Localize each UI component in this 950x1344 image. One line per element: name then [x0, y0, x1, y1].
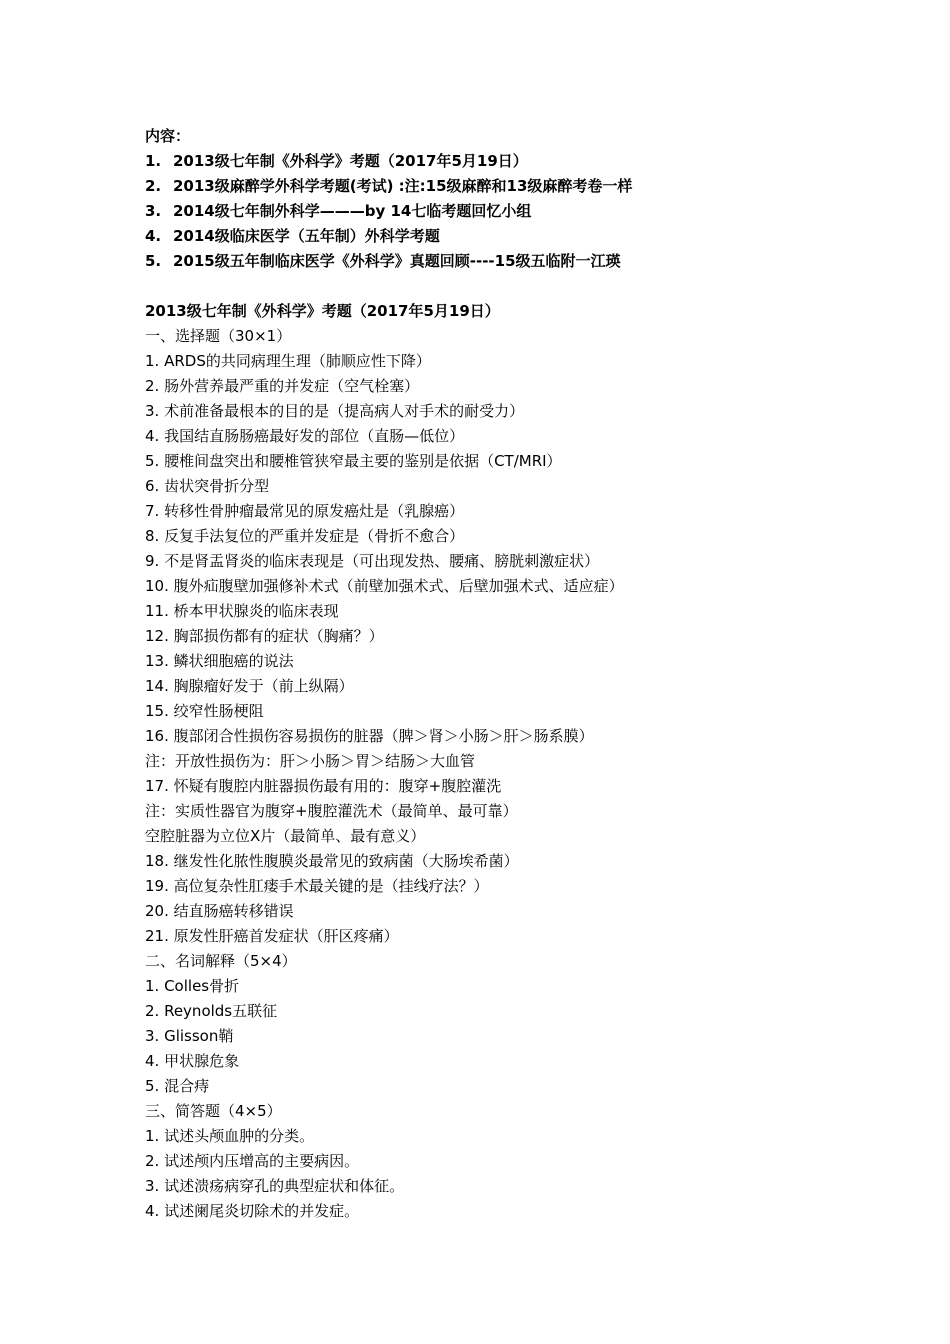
section-heading-short-answer: 三、简答题（4×5） — [145, 1102, 282, 1120]
question-line: 空腔脏器为立位X片（最简单、最有意义） — [145, 827, 426, 845]
short-answer-question-list — [145, 1124, 845, 1224]
toc-item — [145, 174, 845, 199]
toc-item-text: 2013级麻醉学外科学考题(考试) :注:15级麻醉和13级麻醉考卷一样 — [173, 177, 633, 195]
question-line: 4. 我国结直肠肠癌最好发的部位（直肠—低位） — [145, 427, 465, 445]
question-line: 注：开放性损伤为：肝＞小肠＞胃＞结肠＞大血管 — [145, 752, 476, 770]
question-line: 16. 腹部闭合性损伤容易损伤的脏器（脾＞肾＞小肠＞肝＞肠系膜） — [145, 727, 594, 745]
toc-item-number: 2. — [145, 177, 162, 195]
question-line: 注：实质性器官为腹穿+腹腔灌洗术（最简单、最可靠） — [145, 802, 518, 820]
question-line: 17. 怀疑有腹腔内脏器损伤最有用的：腹穿+腹腔灌洗 — [145, 777, 502, 795]
question-line: 15. 绞窄性肠梗阻 — [145, 702, 264, 720]
question-line: 3. Glisson鞘 — [145, 1027, 234, 1045]
question-line: 21. 原发性肝癌首发症状（肝区疼痛） — [145, 927, 399, 945]
question-line: 1. Colles骨折 — [145, 977, 240, 995]
toc-item — [145, 149, 845, 174]
question-line: 14. 胸腺瘤好发于（前上纵隔） — [145, 677, 354, 695]
question-line: 6. 齿状突骨折分型 — [145, 477, 270, 495]
question-line: 3. 术前准备最根本的目的是（提高病人对手术的耐受力） — [145, 402, 525, 420]
term-question-list — [145, 974, 845, 1099]
document-content — [145, 124, 845, 1224]
question-line: 13. 鳞状细胞癌的说法 — [145, 652, 294, 670]
question-line: 4. 甲状腺危象 — [145, 1052, 240, 1070]
question-line: 5. 腰椎间盘突出和腰椎管狭窄最主要的鉴别是依据（CT/MRI） — [145, 452, 562, 470]
question-line: 19. 高位复杂性肛瘘手术最关键的是（挂线疗法？） — [145, 877, 489, 895]
toc-item-text: 2015级五年制临床医学《外科学》真题回顾----15级五临附一江瑛 — [173, 252, 621, 270]
exam-title: 2013级七年制《外科学》考题（2017年5月19日） — [145, 302, 500, 320]
toc-item-text: 2013级七年制《外科学》考题（2017年5月19日） — [173, 152, 528, 170]
question-line: 8. 反复手法复位的严重并发症是（骨折不愈合） — [145, 527, 465, 545]
question-line: 10. 腹外疝腹壁加强修补术式（前壁加强术式、后壁加强术式、适应症） — [145, 577, 624, 595]
toc-item-number: 4. — [145, 227, 162, 245]
question-line: 1. ARDS的共同病理生理（肺顺应性下降） — [145, 352, 431, 370]
toc-item-text: 2014级七年制外科学———by 14七临考题回忆小组 — [173, 202, 532, 220]
toc-item — [145, 199, 845, 224]
choice-question-list — [145, 349, 845, 949]
question-line: 5. 混合痔 — [145, 1077, 210, 1095]
question-line: 18. 继发性化脓性腹膜炎最常见的致病菌（大肠埃希菌） — [145, 852, 519, 870]
contents-heading: 内容： — [145, 127, 191, 145]
toc-item — [145, 249, 845, 274]
question-line: 1. 试述头颅血肿的分类。 — [145, 1127, 315, 1145]
toc-item-number: 1. — [145, 152, 162, 170]
question-line: 11. 桥本甲状腺炎的临床表现 — [145, 602, 339, 620]
question-line: 7. 转移性骨肿瘤最常见的原发癌灶是（乳腺癌） — [145, 502, 465, 520]
toc-item-text: 2014级临床医学（五年制）外科学考题 — [173, 227, 440, 245]
question-line: 9. 不是肾盂肾炎的临床表现是（可出现发热、腰痛、膀胱刺激症状） — [145, 552, 600, 570]
toc-item-number: 3. — [145, 202, 162, 220]
question-line: 2. 试述颅内压增高的主要病因。 — [145, 1152, 360, 1170]
question-line: 20. 结直肠癌转移错误 — [145, 902, 294, 920]
question-line: 2. 肠外营养最严重的并发症（空气栓塞） — [145, 377, 420, 395]
blank-line — [145, 274, 845, 299]
toc-item-number: 5. — [145, 252, 162, 270]
question-line: 4. 试述阑尾炎切除术的并发症。 — [145, 1202, 360, 1220]
question-line: 3. 试述溃疡病穿孔的典型症状和体征。 — [145, 1177, 405, 1195]
section-heading-terms: 二、名词解释（5×4） — [145, 952, 297, 970]
toc-item — [145, 224, 845, 249]
question-line: 2. Reynolds五联征 — [145, 1002, 278, 1020]
section-heading-choice: 一、选择题（30×1） — [145, 327, 292, 345]
question-line: 12. 胸部损伤都有的症状（胸痛？） — [145, 627, 384, 645]
